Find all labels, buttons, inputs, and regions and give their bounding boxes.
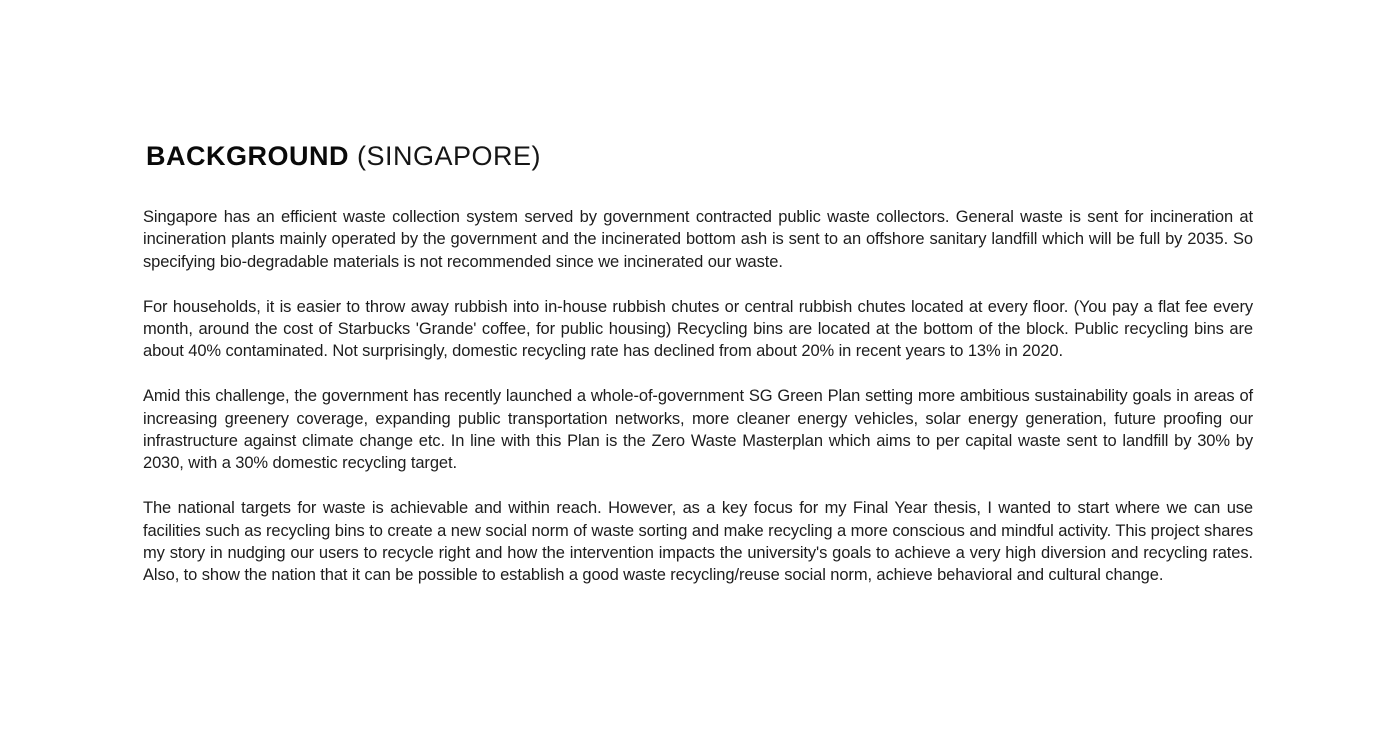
body-text <box>143 206 1253 587</box>
paragraph-sg-green-plan: Amid this challenge, the government has recently launched a whole-of-government SG Green Plan setting more ambitious sustainability goals in areas of increasing greenery coverage, expanding public transportation networks, more cleaner energy vehicles, solar energy generation, future proofing our infrastructure against climate change etc. In line with this Plan is the Zero Waste Masterplan which aims to per capital waste sent to landfill by 30% by 2030, with a 30% domestic recycling target. <box>143 387 1253 473</box>
paragraph-background-waste-collection: Singapore has an efficient waste collection system served by government contracted public waste collectors. General waste is sent for incineration at incineration plants mainly operated by the government and the incinerated bottom ash is sent to an offshore sanitary landfill which will be full by 2035. So specifying bio-degradable materials is not recommended since we incinerated our waste. <box>143 208 1253 271</box>
paragraph-national-targets: The national targets for waste is achievable and within reach. However, as a key focus for my Final Year thesis, I wanted to start where we can use facilities such as recycling bins to create a new social norm of waste sorting and make recycling a more conscious and mindful activity. This project shares my story in nudging our users to recycle right and how the intervention impacts the university's goals to achieve a very high diversion and recycling rates. Also, to show the nation that it can be possible to establish a good waste recycling/reuse social norm, achieve behavioral and cultural change. <box>143 499 1253 585</box>
page-title <box>146 141 1253 172</box>
page-title-bold: BACKGROUND <box>146 141 349 171</box>
page-title-subtitle: (SINGAPORE) <box>349 141 542 171</box>
document-content <box>143 141 1253 587</box>
paragraph-households-recycling: For households, it is easier to throw away rubbish into in-house rubbish chutes or central rubbish chutes located at every floor. (You pay a flat fee every month, around the cost of Starbucks 'Grande' coffee, for public housing) Recycling bins are located at the bottom of the block. Public recycling bins are about 40% contaminated. Not surprisingly, domestic recycling rate has declined from about 20% in recent years to 13% in 2020. <box>143 297 1253 361</box>
